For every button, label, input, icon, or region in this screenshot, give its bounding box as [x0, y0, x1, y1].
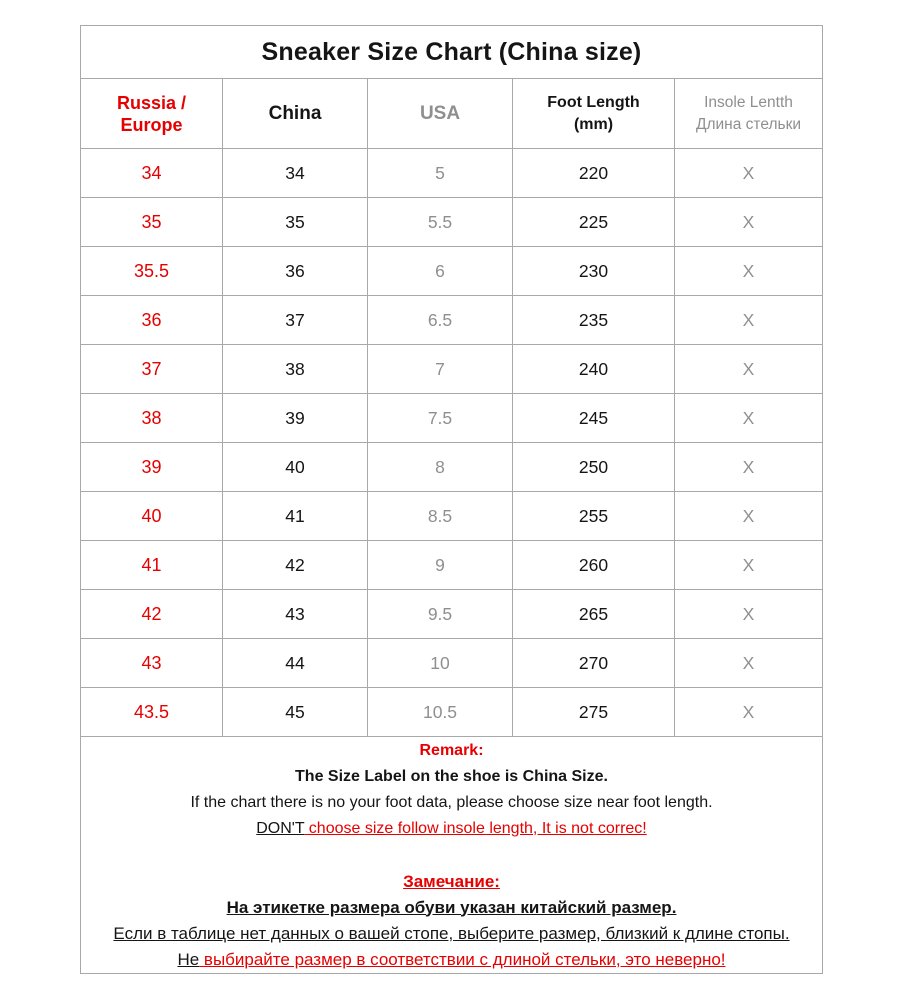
cell-russia-europe: 39: [81, 443, 223, 492]
remark-english-block: [81, 738, 822, 842]
cell-usa: 7: [368, 345, 513, 394]
remark-ru-line-3-red: выбирайте размер в соответствии с длиной стельки, это неверно!: [199, 949, 726, 969]
cell-usa: 9: [368, 541, 513, 590]
cell-insole-length: X: [675, 394, 823, 443]
cell-foot-length: 275: [513, 688, 675, 737]
cell-usa: 6: [368, 247, 513, 296]
cell-insole-length: X: [675, 345, 823, 394]
cell-insole-length: X: [675, 541, 823, 590]
header-row: [81, 79, 823, 149]
cell-foot-length: 255: [513, 492, 675, 541]
cell-usa: 5.5: [368, 198, 513, 247]
remark-line-3: [81, 816, 822, 842]
cell-russia-europe: 34: [81, 149, 223, 198]
cell-insole-length: X: [675, 492, 823, 541]
remark-heading: Remark:: [419, 741, 484, 759]
cell-russia-europe: 35: [81, 198, 223, 247]
cell-usa: 8.5: [368, 492, 513, 541]
cell-china: 34: [223, 149, 368, 198]
cell-insole-length: X: [675, 149, 823, 198]
remark-russian-block: [81, 869, 822, 973]
cell-china: 43: [223, 590, 368, 639]
column-header-insole-length: Insole Lentth Длина стельки: [675, 79, 823, 149]
cell-russia-europe: 42: [81, 590, 223, 639]
table-row: [81, 492, 823, 541]
column-header-usa: USA: [368, 79, 513, 149]
cell-china: 37: [223, 296, 368, 345]
chart-title: Sneaker Size Chart (China size): [81, 26, 823, 79]
cell-russia-europe: 40: [81, 492, 223, 541]
cell-foot-length: 250: [513, 443, 675, 492]
size-rows: [81, 149, 823, 737]
cell-china: 40: [223, 443, 368, 492]
cell-russia-europe: 37: [81, 345, 223, 394]
remark-line-1: The Size Label on the shoe is China Size.: [295, 767, 608, 785]
remark-row: [81, 737, 823, 974]
size-chart-table: [80, 25, 823, 974]
remark-cell: [81, 737, 823, 974]
cell-russia-europe: 38: [81, 394, 223, 443]
cell-foot-length: 260: [513, 541, 675, 590]
cell-china: 36: [223, 247, 368, 296]
cell-russia-europe: 43: [81, 639, 223, 688]
cell-russia-europe: 43.5: [81, 688, 223, 737]
cell-insole-length: X: [675, 443, 823, 492]
title-row: [81, 26, 823, 79]
remark-line-2: If the chart there is no your foot data, please choose size near foot length.: [190, 793, 713, 811]
cell-usa: 10: [368, 639, 513, 688]
cell-usa: 7.5: [368, 394, 513, 443]
cell-foot-length: 265: [513, 590, 675, 639]
cell-usa: 5: [368, 149, 513, 198]
cell-russia-europe: 36: [81, 296, 223, 345]
table-row: [81, 541, 823, 590]
remark-ru-line-3: [81, 947, 822, 973]
remark-ru-line-2: Если в таблице нет данных о вашей стопе, выберите размер, близкий к длине стопы.: [113, 923, 790, 943]
cell-china: 42: [223, 541, 368, 590]
cell-usa: 8: [368, 443, 513, 492]
cell-china: 35: [223, 198, 368, 247]
cell-foot-length: 245: [513, 394, 675, 443]
table-row: [81, 688, 823, 737]
column-header-foot-length: Foot Length (mm): [513, 79, 675, 149]
cell-russia-europe: 41: [81, 541, 223, 590]
table-row: [81, 345, 823, 394]
cell-insole-length: X: [675, 688, 823, 737]
cell-insole-length: X: [675, 590, 823, 639]
column-header-china: China: [223, 79, 368, 149]
remark-ru-line-3-black: Не: [177, 949, 200, 969]
cell-usa: 9.5: [368, 590, 513, 639]
remark-line-3-red: choose size follow insole length, It is not correc!: [304, 819, 647, 837]
size-chart-container: [80, 25, 823, 974]
cell-insole-length: X: [675, 296, 823, 345]
column-header-russia-europe: Russia / Europe: [81, 79, 223, 149]
cell-russia-europe: 35.5: [81, 247, 223, 296]
table-row: [81, 296, 823, 345]
cell-usa: 6.5: [368, 296, 513, 345]
table-row: [81, 198, 823, 247]
cell-insole-length: X: [675, 639, 823, 688]
cell-foot-length: 240: [513, 345, 675, 394]
cell-china: 45: [223, 688, 368, 737]
cell-insole-length: X: [675, 198, 823, 247]
table-row: [81, 149, 823, 198]
cell-foot-length: 270: [513, 639, 675, 688]
cell-usa: 10.5: [368, 688, 513, 737]
remark-ru-heading: Замечание:: [403, 871, 500, 891]
table-row: [81, 443, 823, 492]
cell-foot-length: 230: [513, 247, 675, 296]
remark-line-3-black: DON'T: [256, 819, 305, 837]
remark-ru-line-1: На этикетке размера обуви указан китайский размер.: [226, 897, 677, 917]
cell-foot-length: 235: [513, 296, 675, 345]
cell-insole-length: X: [675, 247, 823, 296]
cell-china: 39: [223, 394, 368, 443]
cell-foot-length: 220: [513, 149, 675, 198]
cell-foot-length: 225: [513, 198, 675, 247]
cell-china: 41: [223, 492, 368, 541]
cell-china: 44: [223, 639, 368, 688]
cell-china: 38: [223, 345, 368, 394]
table-row: [81, 639, 823, 688]
table-row: [81, 394, 823, 443]
table-row: [81, 247, 823, 296]
table-row: [81, 590, 823, 639]
